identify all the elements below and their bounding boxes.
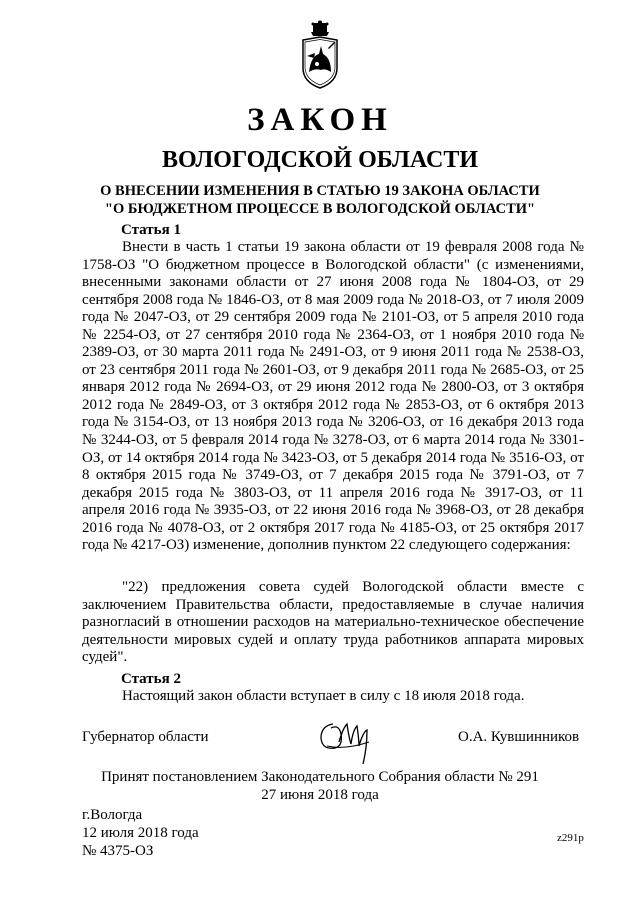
law-number: № 4375-ОЗ xyxy=(82,843,154,859)
article1-text: Внести в часть 1 статьи 19 закона области от 19 февраля 2008 года № 1758-ОЗ "О бюджетном процессе в Вологодской области" (с изменениями, внесенными законами области от 27 июня 2008 года № 1804-ОЗ, от 29 сентября 2008 года № 1846-ОЗ, от 8 мая 2009 года № 2018-ОЗ, от 7 июля 2009 года № 2047-ОЗ, от 29 сентября 2009 года № 2101-ОЗ, от 5 апреля 2010 года № 2254-ОЗ, от 27 сентября 2010 года № 2364-ОЗ, от 1 ноября 2010 года № 2389-ОЗ, от 30 марта 2011 года № 2491-ОЗ, от 9 июня 2011 года № 2538-ОЗ, от 23 сентября 2011 года № 2601-ОЗ, от 9 декабря 2011 года № 2685-ОЗ, от 25 января 2012 года № 2694-ОЗ, от 29 июня 2012 года № 2800-ОЗ, от 3 октября 2012 года № 2849-ОЗ, от 3 октября 2012 года № 2853-ОЗ, от 6 октября 2013 года № 3154-ОЗ, от 13 ноября 2013 года № 3206-ОЗ, от 16 декабря 2013 года № 3244-ОЗ, от 5 февраля 2014 года № 3278-ОЗ, от 6 марта 2014 года № 3301-ОЗ, от 14 октября 2014 года № 3423-ОЗ, от 5 декабря 2014 года № 3516-ОЗ, от 8 октября 2015 года № 3749-ОЗ, от 7 декабря 2015 года № 3791-ОЗ, от 7 декабря 2015 года № 3803-ОЗ, от 11 апреля 2016 года № 3917-ОЗ, от 11 апреля 2016 года № 3935-ОЗ, от 22 июня 2016 года № 3968-ОЗ, от 28 декабря 2016 года № 4078-ОЗ, от 2 октября 2017 года № 4185-ОЗ, от 25 октября 2017 года № 4217-ОЗ) изменение, дополнив пунктом 22 следующего содержания: xyxy=(82,239,584,554)
handwritten-signature xyxy=(317,712,375,766)
adoption-line2: 27 июня 2018 года xyxy=(261,787,379,803)
article2-text: Настоящий закон области вступает в силу с 18 июля 2018 года. xyxy=(122,688,525,704)
place-of-signing: г.Вологда xyxy=(82,807,143,823)
document-subtitle-line1: О ВНЕСЕНИИ ИЗМЕНЕНИЯ В СТАТЬЮ 19 ЗАКОНА ОБЛАСТИ xyxy=(100,183,540,199)
governor-position: Губернатор области xyxy=(82,729,209,745)
document-title: ЗАКОН xyxy=(247,102,393,138)
document-subtitle-line2: "О БЮДЖЕТНОМ ПРОЦЕССЕ В ВОЛОГОДСКОЙ ОБЛАСТИ" xyxy=(104,201,536,217)
article1-quote: "22) предложения совета судей Вологодской области вместе с заключением Правительства области, предоставляемые в случае наличия разногласий в отношении расходов на материально-техническое обеспечение деятельности мировых судей и оплату труда работников аппарата мировых судей". xyxy=(82,579,584,666)
signing-date: 12 июля 2018 года xyxy=(82,825,199,841)
document-region: ВОЛОГОДСКОЙ ОБЛАСТИ xyxy=(161,147,479,173)
article2-heading: Статья 2 xyxy=(121,671,181,687)
adoption-line1: Принят постановлением Законодательного Собрания области № 291 xyxy=(101,769,539,785)
coat-of-arms-emblem xyxy=(295,20,345,90)
governor-name: О.А. Кувшинников xyxy=(458,729,580,745)
article1-heading: Статья 1 xyxy=(121,222,181,238)
document-code: z291p xyxy=(557,832,584,844)
